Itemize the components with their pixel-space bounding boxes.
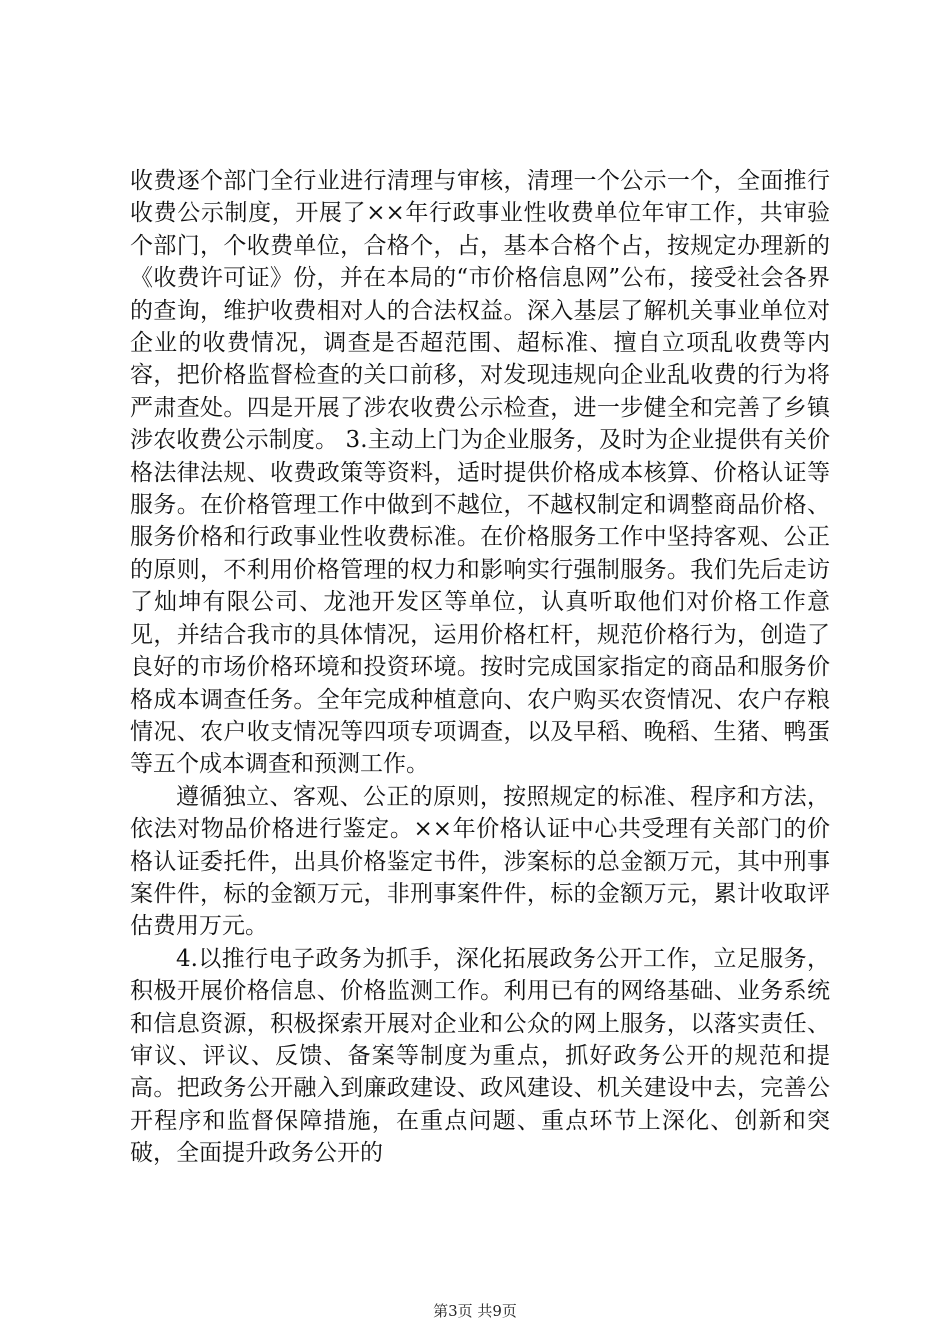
page-total: 共9页	[477, 1302, 517, 1320]
paragraph-e-government: 4.以推行电子政务为抓手，深化拓展政务公开工作，立足服务，积极开展价格信息、价格监测工作。利用已有的网络基础、业务系统和信息资源，积极探索开展对企业和公众的网上服务，以落实责任、审议、评议、反馈、备案等制度为重点，抓好政务公开的规范和提高。把政务公开融入到廉政建设、政风建设、机关建设中去，完善公开程序和监督保障措施，在重点问题、重点环节上深化、创新和突破，全面提升政务公开的	[130, 945, 830, 1167]
page-number: 第3页	[433, 1302, 473, 1320]
document-body	[130, 165, 830, 1170]
paragraph-price-charges: 收费逐个部门全行业进行清理与审核，清理一个公示一个，全面推行收费公示制度，开展了××年行政事业性收费单位年审工作，共审验个部门，个收费单位，合格个，占，基本合格个占，按规定办理新的《收费许可证》份，并在本局的“市价格信息网”公布，接受社会各界的查询，维护收费相对人的合法权益。深入基层了解机关事业单位对企业的收费情况，调查是否超范围、超标准、擅自立项乱收费等内容，把价格监督检查的关口前移，对发现违规向企业乱收费的行为将严肃查处。四是开展了涉农收费公示检查，进一步健全和完善了乡镇涉农收费公示制度。 3.主动上门为企业服务，及时为企业提供有关价格法律法规、收费政策等资料，适时提供价格成本核算、价格认证等服务。在价格管理工作中做到不越位，不越权制定和调整商品价格、服务价格和行政事业性收费标准。在价格服务工作中坚持客观、公正的原则，不利用价格管理的权力和影响实行强制服务。我们先后走访了灿坤有限公司、龙池开发区等单位，认真听取他们对价格工作意见，并结合我市的具体情况，运用价格杠杆，规范价格行为，创造了良好的市场价格环境和投资环境。按时完成国家指定的商品和服务价格成本调查任务。全年完成种植意向、农户购买农资情况、农户存粮情况、农户收支情况等四项专项调查，以及早稻、晚稻、生猪、鸭蛋等五个成本调查和预测工作。	[130, 168, 830, 778]
paragraph-price-appraisal: 遵循独立、客观、公正的原则，按照规定的标准、程序和方法，依法对物品价格进行鉴定。××年价格认证中心共受理有关部门的价格认证委托件，出具价格鉴定书件，涉案标的总金额万元，其中刑事案件件，标的金额万元，非刑事案件件，标的金额万元，累计收取评估费用万元。	[130, 783, 830, 940]
page-footer	[0, 1300, 950, 1321]
